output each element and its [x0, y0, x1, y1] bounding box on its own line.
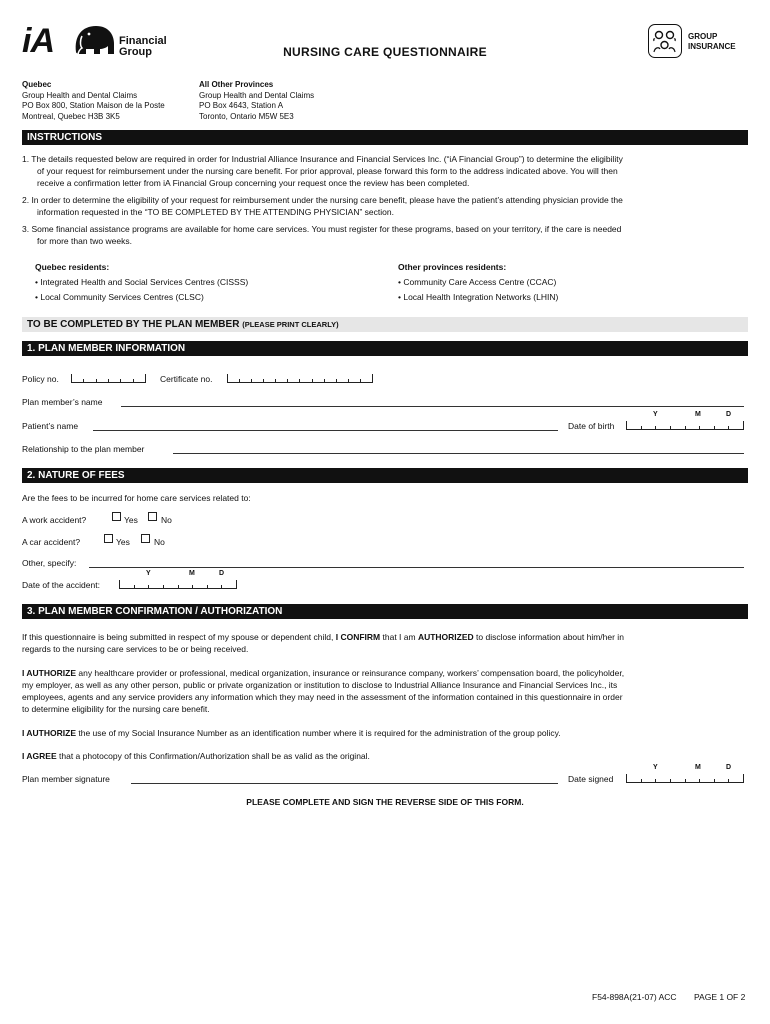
yes-label: Yes: [124, 515, 138, 525]
date-accident-field[interactable]: [119, 580, 237, 589]
instruction-line: for more than two weeks.: [37, 236, 132, 246]
patient-name-label: Patient’s name: [22, 421, 79, 431]
page-number: PAGE 1 OF 2: [694, 992, 746, 1002]
logo-ia: iA: [22, 22, 54, 60]
address-line: Group Health and Dental Claims: [199, 90, 315, 100]
text-run-bold: AUTHORIZED: [417, 632, 474, 642]
quebec-residents: [35, 261, 375, 303]
plan-member-name-field[interactable]: [121, 406, 744, 407]
instruction-2: [22, 194, 750, 218]
address-line: Group Health and Dental Claims: [22, 90, 138, 100]
plan-member-bar-note: (PLEASE PRINT CLEARLY): [242, 320, 339, 329]
list-item: • Community Care Access Centre (CCAC): [398, 276, 738, 288]
yes-label: Yes: [116, 537, 130, 547]
address-line: Toronto, Ontario M5W 5E3: [199, 111, 294, 121]
signature-label: Plan member signature: [22, 774, 110, 784]
text-run-bold: I AUTHORIZE: [22, 728, 76, 738]
car-accident-label: A car accident?: [22, 537, 81, 547]
page-title: NURSING CARE QUESTIONNAIRE: [283, 45, 487, 59]
section2-heading: 2. NATURE OF FEES: [22, 468, 748, 483]
group-insurance-icon: [648, 24, 682, 58]
car-accident-no-checkbox[interactable]: [141, 534, 150, 543]
address-quebec: [22, 80, 165, 122]
logo-group: Group: [119, 46, 152, 58]
list-item: • Local Health Integration Networks (LHIN): [398, 291, 738, 303]
address-line: Montreal, Quebec H3B 3K5: [22, 111, 120, 121]
text-run: to disclose information about him/her in: [473, 632, 624, 642]
certificate-no-label: Certificate no.: [160, 374, 213, 384]
other-specify-label: Other, specify:: [22, 558, 77, 568]
text-run: If this questionnaire is being submitted in respect of my spouse or dependent child,: [22, 632, 336, 642]
instruction-3: [22, 223, 750, 247]
date-of-birth-field[interactable]: [626, 421, 744, 430]
plan-member-bar-title: TO BE COMPLETED BY THE PLAN MEMBER: [27, 319, 240, 330]
other-residents-heading: Other provinces residents:: [398, 262, 507, 272]
text-run: that a photocopy of this Confirmation/Authorization shall be as valid as the original.: [56, 751, 370, 761]
relationship-label: Relationship to the plan member: [22, 444, 145, 454]
date-of-birth-label: Date of birth: [568, 421, 615, 431]
other-residents: [398, 261, 738, 303]
quebec-residents-heading: Quebec residents:: [35, 262, 110, 272]
text-run: that I am: [380, 632, 418, 642]
d-label: D: [726, 764, 732, 771]
paragraph-line: to determine eligibility for the nursing care benefit.: [22, 704, 210, 714]
certificate-no-field[interactable]: [227, 374, 373, 383]
instructions-heading: INSTRUCTIONS: [22, 130, 748, 145]
date-signed-field[interactable]: [626, 774, 744, 783]
section3-heading: 3. PLAN MEMBER CONFIRMATION / AUTHORIZATION: [22, 604, 748, 619]
signature-field[interactable]: [131, 783, 558, 784]
d-label: D: [219, 570, 225, 577]
group-insurance-label: [688, 32, 736, 52]
instruction-line: of your request for reimbursement under the nursing care benefit. For prior approval, please forward this form to the address indicated above. You will then: [37, 166, 618, 176]
address-line: PO Box 4643, Station A: [199, 101, 284, 110]
instructions-list: [22, 153, 750, 247]
patient-name-field[interactable]: [93, 430, 558, 431]
other-specify-field[interactable]: [89, 567, 744, 568]
paragraph-line: my employer, as well as any other person, public or private organization or institution to disclose to Industrial Alliance Insurance and Financial Services Inc., its: [22, 680, 618, 690]
instruction-line: 2. In order to determine the eligibility of your request for reimbursement under the nursing care benefit, please have the patient’s attending physician provide the: [22, 195, 623, 205]
d-label: D: [726, 411, 732, 418]
address-heading: All Other Provinces: [199, 80, 274, 89]
text-run-bold: I AUTHORIZE: [22, 668, 76, 678]
paragraph-line: [22, 667, 750, 679]
list-item: • Local Community Services Centres (CLSC): [35, 291, 375, 303]
address-other: [199, 80, 314, 122]
y-label: Y: [653, 411, 658, 418]
car-accident-yes-checkbox[interactable]: [104, 534, 113, 543]
address-heading: Quebec: [22, 80, 52, 89]
group-label: GROUP: [688, 32, 718, 41]
y-label: Y: [653, 764, 658, 771]
y-label: Y: [146, 570, 151, 577]
fees-question: Are the fees to be incurred for home care services related to:: [22, 493, 251, 503]
m-label: M: [695, 411, 701, 418]
text-run: any healthcare provider or professional, medical organization, insurance or reinsurance company, workers’ compensation board, the policyholder,: [76, 668, 625, 678]
work-accident-yes-checkbox[interactable]: [112, 512, 121, 521]
work-accident-no-checkbox[interactable]: [148, 512, 157, 521]
reverse-side-notice: PLEASE COMPLETE AND SIGN THE REVERSE SIDE OF THIS FORM.: [246, 797, 524, 807]
policy-no-field[interactable]: [71, 374, 146, 383]
date-accident-label: Date of the accident:: [22, 580, 100, 590]
sin-paragraph: [22, 727, 750, 739]
list-item: • Integrated Health and Social Services Centres (CISSS): [35, 276, 375, 288]
paragraph-line: regards to the nursing care services to be or being received.: [22, 644, 249, 654]
section1-heading: 1. PLAN MEMBER INFORMATION: [22, 341, 748, 356]
text-run-bold: I CONFIRM: [335, 632, 381, 642]
policy-no-label: Policy no.: [22, 374, 59, 384]
instruction-line: 3. Some financial assistance programs are available for home care services. You must register for these programs, based on your territory, if the care is needed: [22, 224, 622, 234]
text-run: the use of my Social Insurance Number as an identification number where it is required for the administration of the group policy.: [76, 728, 561, 738]
no-label: No: [161, 515, 172, 525]
instruction-line: receive a confirmation letter from iA Financial Group concerning your request once the review has been completed.: [37, 178, 470, 188]
instruction-1: [22, 153, 750, 189]
work-accident-label: A work accident?: [22, 515, 87, 525]
relationship-field[interactable]: [173, 453, 744, 454]
instruction-line: information requested in the “TO BE COMPLETED BY THE ATTENDING PHYSICIAN” section.: [37, 207, 394, 217]
m-label: M: [189, 570, 195, 577]
date-signed-label: Date signed: [568, 774, 614, 784]
logo-financial: Financial: [119, 35, 167, 47]
text-run-bold: I AGREE: [22, 751, 57, 761]
address-line: PO Box 800, Station Maison de la Poste: [22, 101, 165, 110]
confirmation-paragraph: [22, 631, 750, 655]
paragraph-line: [22, 631, 750, 643]
insurance-label: INSURANCE: [688, 42, 736, 51]
form-number: F54-898A(21-07) ACC: [592, 992, 677, 1002]
plan-member-bar: [22, 317, 748, 332]
plan-member-name-label: Plan member’s name: [22, 397, 103, 407]
agree-paragraph: [22, 750, 750, 762]
paragraph-line: employees, agents and any service providers any information which they may need in the assessment of the information contained in this questionnaire in order: [22, 692, 623, 702]
instruction-line: 1. The details requested below are required in order for Industrial Alliance Insurance and Financial Services Inc. (“iA Financial Group”) to determine the eligibility: [22, 154, 623, 164]
no-label: No: [154, 537, 165, 547]
m-label: M: [695, 764, 701, 771]
authorization-paragraph: [22, 667, 750, 715]
